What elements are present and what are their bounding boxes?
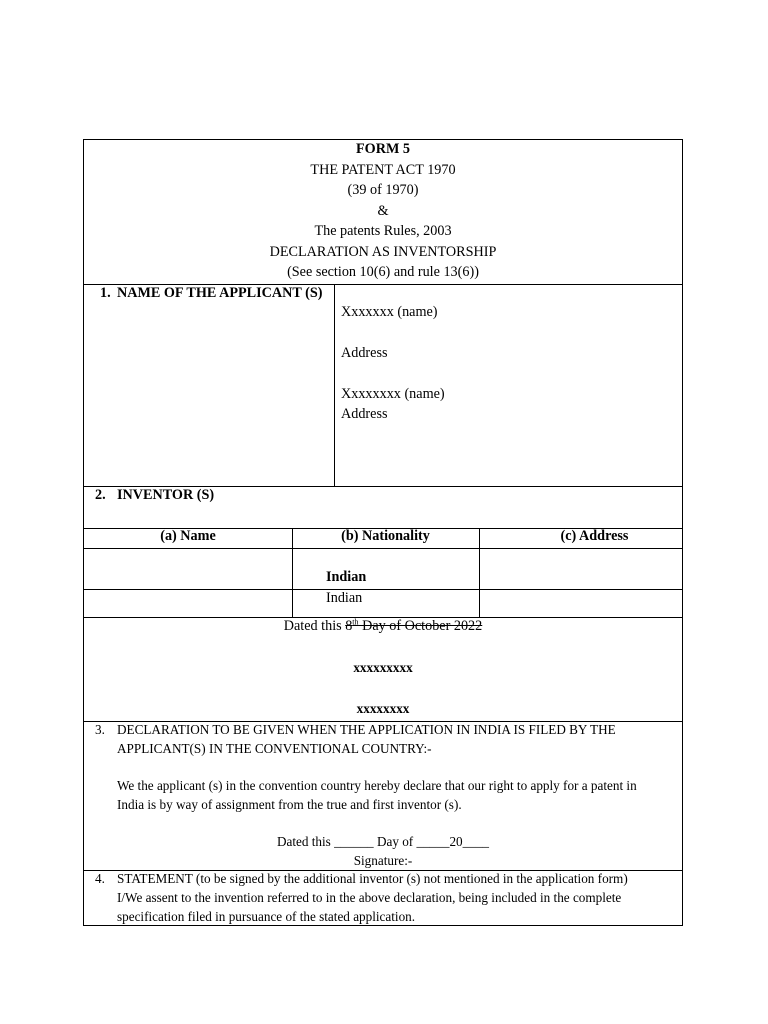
statement-line-3: specification filed in pursuance of the stated application. (117, 909, 416, 924)
section-reference: (See section 10(6) and rule 13(6)) (287, 264, 479, 280)
applicant-name-2: Xxxxxxxx (name) (341, 386, 445, 402)
act-number: (39 of 1970) (347, 182, 419, 198)
form-header (84, 140, 682, 284)
declaration-paragraph-line-2: India is by way of assignment from the true and first inventor (s). (117, 797, 462, 812)
column-header-nationality: (b) Nationality (341, 528, 430, 544)
column-header-name: (a) Name (160, 528, 216, 544)
applicant-label: NAME OF THE APPLICANT (S) (117, 285, 323, 301)
statement-line-2: I/We assent to the invention referred to in the above declaration, being included in the complete (117, 890, 622, 905)
form-number: FORM 5 (356, 141, 410, 157)
inventor-name-cell (293, 549, 479, 589)
applicant-address-1: Address (341, 345, 388, 361)
declaration-title: DECLARATION AS INVENTORSHIP (269, 244, 497, 260)
signatory-1: xxxxxxxxx (353, 660, 413, 675)
declaration-section (84, 722, 682, 870)
applicant-name-1: Xxxxxxx (name) (341, 304, 438, 320)
statement-section (84, 871, 682, 926)
nationality-cell: Indian (326, 590, 363, 606)
table-row-border (84, 589, 682, 590)
applicant-section (84, 285, 682, 486)
dated-block (84, 618, 682, 721)
dated-prefix: Dated this (283, 618, 346, 634)
section-number: 4. (95, 871, 105, 886)
declaration-paragraph-line-1: We the applicant (s) in the convention country hereby declare that our right to apply for a patent in (117, 778, 637, 793)
declaration-heading-line-1: DECLARATION TO BE GIVEN WHEN THE APPLICATION IN INDIA IS FILED BY THE (117, 722, 616, 737)
inventor-label: INVENTOR (S) (117, 487, 215, 503)
ampersand: & (377, 203, 389, 219)
act-title: THE PATENT ACT 1970 (310, 162, 456, 178)
applicant-address-2: Address (341, 406, 388, 422)
signatory-2: xxxxxxxx (356, 701, 410, 716)
declaration-heading-line-2: APPLICANT(S) IN THE CONVENTIONAL COUNTRY:- (117, 741, 432, 756)
rules-title: The patents Rules, 2003 (314, 223, 452, 239)
column-divider (334, 285, 335, 486)
section-number: 2. (95, 487, 106, 503)
dated-day: 8th Day of October 2022 (345, 617, 483, 634)
section-number: 1. (100, 285, 111, 301)
dated-line (84, 618, 682, 635)
column-header-address: (c) Address (560, 528, 629, 544)
declaration-dated-line: Dated this ______ Day of _____20____ (276, 834, 490, 849)
form-5 (83, 139, 683, 926)
section-number: 3. (95, 722, 105, 737)
nationality-cell: Indian (326, 569, 367, 585)
declaration-signature: Signature:- (353, 853, 413, 868)
statement-line-1: STATEMENT (to be signed by the additional inventor (s) not mentioned in the application form) (117, 871, 628, 886)
